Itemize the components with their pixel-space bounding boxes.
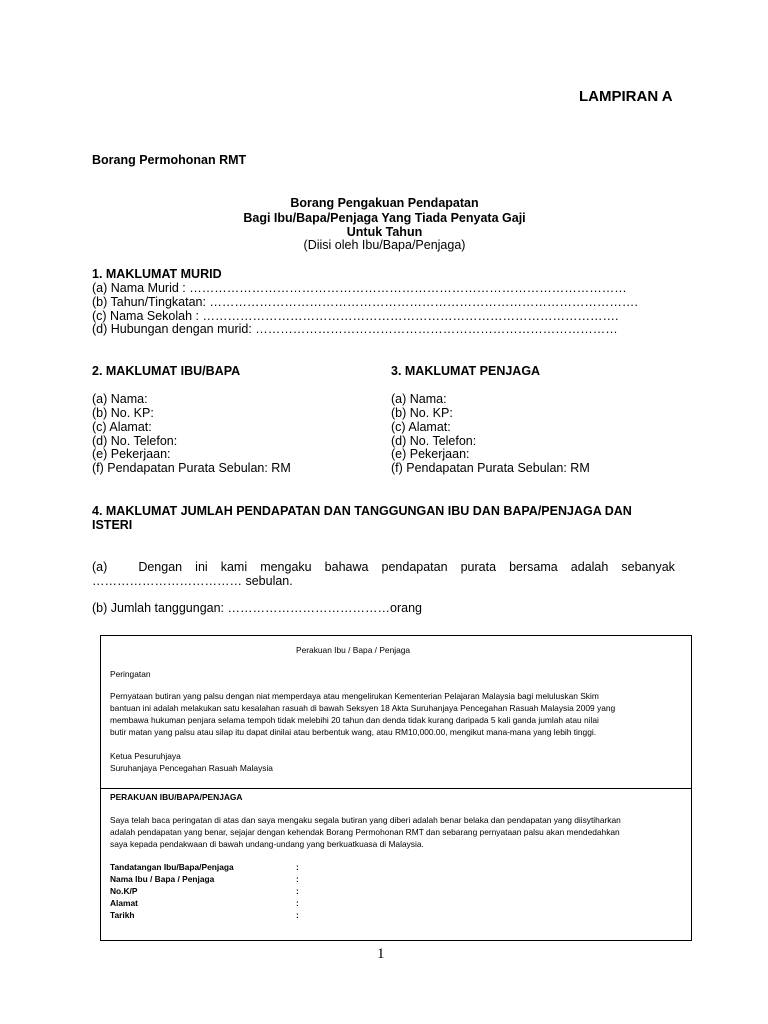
peringatan-label: Peringatan bbox=[110, 669, 151, 679]
word: Dengan bbox=[138, 560, 183, 574]
field-row bbox=[110, 861, 299, 873]
section3-heading: 3. MAKLUMAT PENJAGA bbox=[391, 364, 541, 378]
section2-item: (e) Pekerjaan: bbox=[92, 447, 171, 461]
page-number: 1 bbox=[377, 946, 385, 962]
field-sep: : bbox=[296, 862, 299, 872]
form-name: Borang Permohonan RMT bbox=[92, 153, 247, 167]
paragraph-line: membawa hukuman penjara selama tempoh tidak melebihi 20 tahun dan denda tidak kurang daripada 5 kali ganda jumlah atau nilai bbox=[110, 715, 599, 725]
field-row bbox=[110, 885, 299, 897]
box1-title: Perakuan Ibu / Bapa / Penjaga bbox=[296, 645, 411, 655]
section1-item-c: (c) Nama Sekolah : ………………………………………………………………………………………. bbox=[92, 309, 619, 323]
section1-item-d: (d) Hubungan dengan murid: …………………………………………………………………………… bbox=[92, 322, 618, 336]
field-row bbox=[110, 897, 299, 909]
section3-item: (b) No. KP: bbox=[391, 406, 453, 420]
section4-b: (b) Jumlah tanggungan: …………………………………orang bbox=[92, 601, 422, 615]
field-label: Tandatangan Ibu/Bapa/Penjaga bbox=[110, 862, 234, 872]
paragraph-line: Pernyataan butiran yang palsu dengan niat memperdaya atau mengelirukan Kementerian Pelajaran Malaysia bagi meluluskan Skim bbox=[110, 691, 599, 701]
field-row bbox=[110, 873, 299, 885]
word: ini bbox=[195, 560, 208, 574]
section3-item: (f) Pendapatan Purata Sebulan: RM bbox=[391, 461, 590, 475]
declaration-paragraph bbox=[110, 814, 621, 850]
section2-item: (d) No. Telefon: bbox=[92, 434, 178, 448]
section2-item: (f) Pendapatan Purata Sebulan: RM bbox=[92, 461, 291, 475]
signatory-org: Suruhanjaya Pencegahan Rasuah Malaysia bbox=[110, 763, 273, 773]
signatory-title: Ketua Pesuruhjaya bbox=[110, 751, 181, 761]
word: mengaku bbox=[260, 560, 312, 574]
word: sebanyak bbox=[621, 560, 675, 574]
title-line-3: Untuk Tahun bbox=[346, 225, 423, 239]
section3-item: (d) No. Telefon: bbox=[391, 434, 477, 448]
field-sep: : bbox=[296, 874, 299, 884]
section2-item: (c) Alamat: bbox=[92, 420, 152, 434]
section4-heading-2: ISTERI bbox=[92, 518, 133, 532]
title-line-1: Borang Pengakuan Pendapatan bbox=[290, 196, 479, 210]
field-label: No.K/P bbox=[110, 886, 138, 896]
lampiran-label: LAMPIRAN A bbox=[579, 88, 673, 105]
word: kami bbox=[220, 560, 248, 574]
warning-paragraph bbox=[110, 690, 615, 738]
field-sep: : bbox=[296, 886, 299, 896]
box2-title: PERAKUAN IBU/BAPA/PENJAGA bbox=[110, 792, 243, 802]
word: adalah bbox=[570, 560, 609, 574]
section3-item: (e) Pekerjaan: bbox=[391, 447, 470, 461]
section1-heading: 1. MAKLUMAT MURID bbox=[92, 267, 222, 281]
signature-fields bbox=[110, 861, 299, 921]
paragraph-line: adalah pendapatan yang benar, sejajar dengan kehendak Borang Permohonan RMT dan sebarang pernyataan palsu akan mendedahkan bbox=[110, 827, 620, 837]
field-row bbox=[110, 909, 299, 921]
word: purata bbox=[460, 560, 497, 574]
field-label: Alamat bbox=[110, 898, 138, 908]
field-label: Tarikh bbox=[110, 910, 135, 920]
declaration-box bbox=[100, 787, 692, 941]
word: bahawa bbox=[324, 560, 369, 574]
section2-heading: 2. MAKLUMAT IBU/BAPA bbox=[92, 364, 241, 378]
paragraph-line: butir matan yang palsu atau silap itu dapat dinilai atau berbentuk wang, atau RM10,000.00, mengikut mana-mana yang lebih tinggi. bbox=[110, 727, 597, 737]
word: pendapatan bbox=[381, 560, 448, 574]
word: bersama bbox=[509, 560, 558, 574]
warning-box bbox=[100, 635, 692, 789]
title-line-2: Bagi Ibu/Bapa/Penjaga Yang Tiada Penyata Gaji bbox=[243, 211, 526, 225]
field-sep: : bbox=[296, 910, 299, 920]
section1-item-b: (b) Tahun/Tingkatan: …………………………………………………………………………………………. bbox=[92, 295, 638, 309]
section2-item: (a) Nama: bbox=[92, 392, 148, 406]
field-sep: : bbox=[296, 898, 299, 908]
section4-a-line bbox=[92, 560, 675, 574]
section4-heading-1: 4. MAKLUMAT JUMLAH PENDAPATAN DAN TANGGUNGAN IBU DAN BAPA/PENJAGA DAN bbox=[92, 504, 632, 518]
section3-item: (a) Nama: bbox=[391, 392, 447, 406]
paragraph-line: Saya telah baca peringatan di atas dan saya mengaku segala butiran yang diberi adalah benar belaka dan pendapatan yang diisytiharkan bbox=[110, 815, 621, 825]
section1-item-a: (a) Nama Murid : …………………………………………………………………………………………… bbox=[92, 281, 627, 295]
title-line-4: (Diisi oleh Ibu/Bapa/Penjaga) bbox=[303, 238, 466, 252]
word: (a) bbox=[92, 560, 108, 574]
paragraph-line: saya kepada pendakwaan di bawah undang-undang yang berkuatkuasa di Malaysia. bbox=[110, 839, 424, 849]
section4-a-line2: ……………………………… sebulan. bbox=[92, 574, 293, 588]
paragraph-line: bantuan ini adalah melakukan satu kesalahan rasuah di bawah Seksyen 18 Akta Suruhanjaya Pencegahan Rasuah Malaysia 2009 yang bbox=[110, 703, 616, 713]
section3-item: (c) Alamat: bbox=[391, 420, 451, 434]
section2-item: (b) No. KP: bbox=[92, 406, 154, 420]
field-label: Nama Ibu / Bapa / Penjaga bbox=[110, 874, 215, 884]
